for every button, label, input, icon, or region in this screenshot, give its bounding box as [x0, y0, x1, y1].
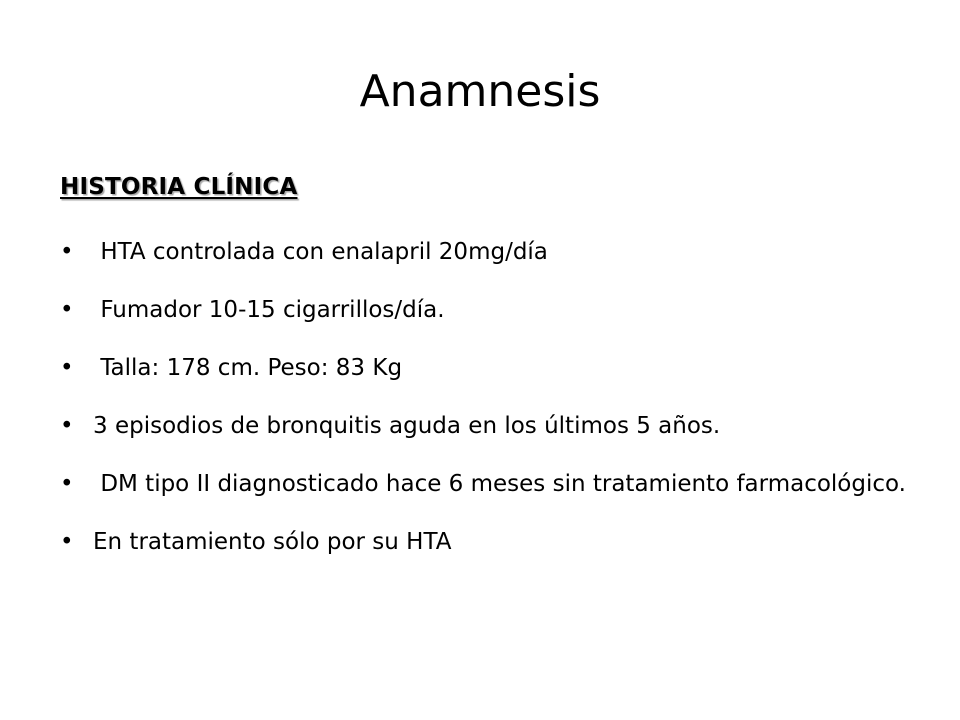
bullet-icon: • — [60, 471, 74, 497]
list-item-text: DM tipo II diagnosticado hace 6 meses sin tratamiento farmacológico. — [93, 471, 906, 497]
list-item-text: HTA controlada con enalapril 20mg/día — [93, 239, 548, 265]
list-item-text: Talla: 178 cm. Peso: 83 Kg — [93, 355, 403, 381]
bullet-icon: • — [60, 239, 74, 265]
list-item — [60, 468, 920, 500]
list-item — [60, 410, 920, 442]
slide-title: Anamnesis — [359, 66, 601, 117]
list-item — [60, 526, 920, 558]
list-item — [60, 352, 920, 384]
bullet-icon: • — [60, 413, 74, 439]
bullet-list — [60, 236, 920, 584]
list-item-text: En tratamiento sólo por su HTA — [93, 529, 452, 555]
bullet-icon: • — [60, 355, 74, 381]
bullet-icon: • — [60, 529, 74, 555]
list-item-text: Fumador 10-15 cigarrillos/día. — [93, 297, 445, 323]
list-item — [60, 236, 920, 268]
list-item-text: 3 episodios de bronquitis aguda en los últimos 5 años. — [93, 413, 721, 439]
list-item — [60, 294, 920, 326]
bullet-icon: • — [60, 297, 74, 323]
section-heading: HISTORIA CLÍNICA — [60, 174, 298, 200]
